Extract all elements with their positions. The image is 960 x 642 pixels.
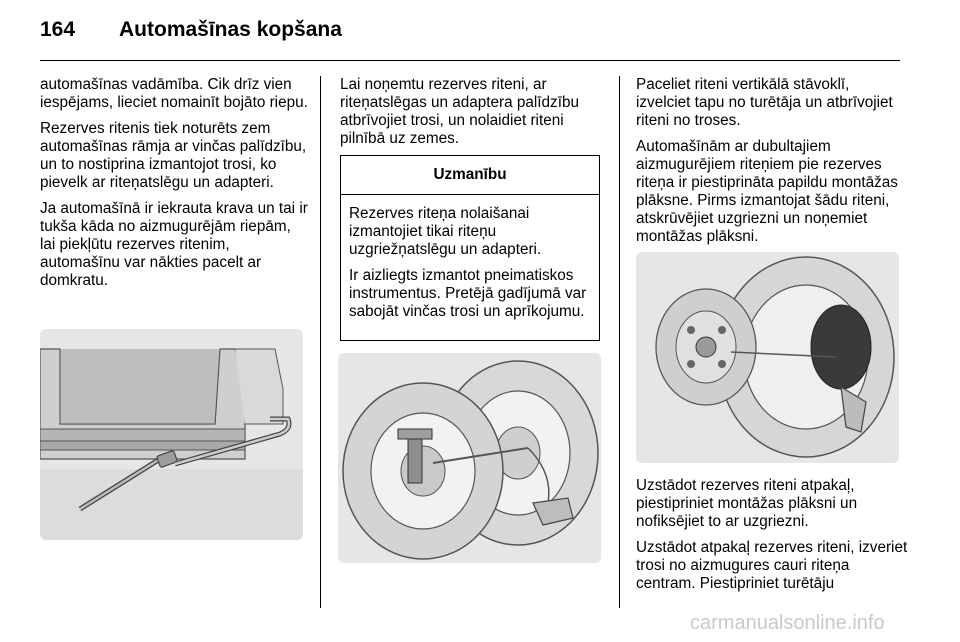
- page-header: [40, 10, 920, 50]
- page-number: 164: [40, 18, 76, 41]
- paragraph: Rezerves ritenis tiek noturēts zem automašīnas rāmja ar vinčas palīdzību, un to nostiprina izmantojot trosi, ko pievelk ar riteņatslēgu un adapteri.: [40, 120, 307, 191]
- paragraph: automašīnas vadāmība. Cik drīz vien iespējams, lieciet nomainīt bojāto riepu.: [40, 76, 308, 111]
- caution-body: [341, 195, 599, 321]
- column-3-bottom: [636, 477, 908, 601]
- column-1: [40, 76, 308, 298]
- watermark: carmanualsonline.info: [690, 612, 885, 634]
- column-3-top: [636, 76, 908, 254]
- caution-box: [340, 155, 600, 341]
- illustration-mounting-plate: [636, 252, 899, 463]
- page-title: Automašīnas kopšana: [119, 18, 342, 41]
- paragraph: Uzstādot rezerves riteni atpakaļ, piestipriniet montāžas plāksni un nofiksējiet to ar uzgriezni.: [636, 477, 858, 530]
- paragraph: Ja automašīnā ir iekrauta krava un tai ir tukša kāda no aizmugurējām riepām, lai piekļūtu rezerves ritenim, automašīnu var nākties pacelt ar domkratu.: [40, 200, 308, 289]
- illustration-winch-tool: [40, 329, 303, 540]
- caution-heading: Uzmanību: [341, 156, 599, 195]
- caution-paragraph: Rezerves riteņa nolaišanai izmantojiet tikai riteņu uzgriežņatslēgu un adapteri.: [349, 205, 542, 258]
- column-divider-2: [619, 76, 620, 608]
- paragraph: Lai noņemtu rezerves riteni, ar riteņatslēgas un adaptera palīdzību atbrīvojiet trosi, un nolaidiet riteni pilnībā uz zemes.: [340, 76, 579, 147]
- header-divider: [40, 60, 900, 61]
- paragraph: Paceliet riteni vertikālā stāvoklī, izvelciet tapu no turētāja un atbrīvojiet riteni no troses.: [636, 76, 893, 129]
- column-2: [340, 76, 605, 156]
- caution-paragraph: Ir aizliegts izmantot pneimatiskos instrumentus. Pretējā gadījumā var sabojāt vinčas trosi un aprīkojumu.: [349, 267, 587, 320]
- column-divider-1: [320, 76, 321, 608]
- paragraph: Automašīnām ar dubultajiem aizmugurējiem riteņiem pie rezerves riteņa ir piestiprināta papildu montāžas plāksne. Pirms izmantojat šādu riteni, atskrūvējiet uzgriezni un noņemiet montāžas plāksni.: [636, 138, 898, 245]
- illustration-spare-wheel-lowered: [338, 353, 601, 563]
- paragraph: Uzstādot atpakaļ rezerves riteni, izveriet trosi no aizmugures cauri riteņa centram. Piestipriniet turētāju: [636, 539, 908, 592]
